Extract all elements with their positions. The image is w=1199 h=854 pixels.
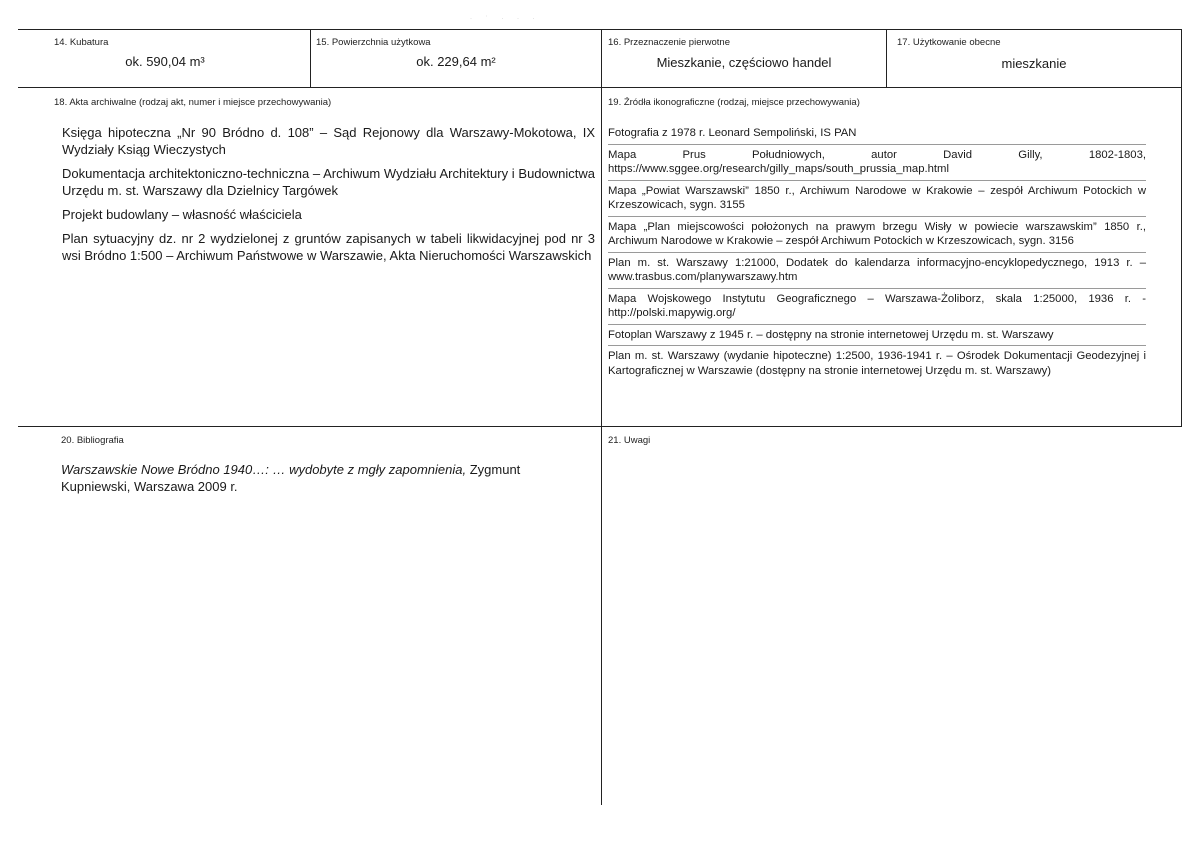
iconographic-sources-label: 19. Źródła ikonograficzne (rodzaj, miejsce przechowywania) <box>608 97 860 108</box>
row1-bottom-border <box>18 87 1182 88</box>
right-border <box>1181 29 1182 427</box>
remarks-label: 21. Uwagi <box>608 435 651 446</box>
row2-bottom-border <box>18 426 1182 427</box>
iconographic-item: Mapa „Plan miejscowości położonych na prawym brzegu Wisły w powiecie warszawskim” 1850 r., Archiwum Narodowe w Krakowie – zespół Archiwum Potockich w Krzeszowicach, sygn. 3156 <box>608 220 1146 253</box>
iconographic-item: Plan m. st. Warszawy (wydanie hipoteczne) 1:2500, 1936-1941 r. – Ośrodek Dokumentacji Geodezyjnej i Kartograficznej w Warszawie (dostępny na stronie internetowej Urzędu m. st. Warszawy) <box>608 350 1146 377</box>
archival-item: Księga hipoteczna „Nr 90 Bródno d. 108” – Sąd Rejonowy dla Warszawy-Mokotowa, IX Wydziały Ksiąg Wieczystych <box>62 125 595 157</box>
archival-item: Projekt budowlany – własność właściciela <box>62 207 302 222</box>
bibliography-entry <box>61 461 561 495</box>
current-use-value: mieszkanie <box>1001 56 1067 71</box>
original-purpose-label: 16. Przeznaczenie pierwotne <box>608 37 730 48</box>
cubature-label: 14. Kubatura <box>54 37 109 48</box>
archival-records-label: 18. Akta archiwalne (rodzaj akt, numer i miejsce przechowywania) <box>54 97 332 108</box>
bibliography-rest: Zygmunt Kupniewski, Warszawa 2009 r. <box>61 462 521 494</box>
iconographic-item: Fotoplan Warszawy z 1945 r. – dostępny na stronie internetowej Urzędu m. st. Warszawy <box>608 328 1146 347</box>
usable-area-label: 15. Powierzchnia użytkowa <box>316 37 431 48</box>
iconographic-item: Mapa Wojskowego Instytutu Geograficznego – Warszawa-Żoliborz, skala 1:25000, 1936 r. - http://polski.mapywig.org/ <box>608 292 1146 325</box>
original-purpose-value: Mieszkanie, częściowo handel <box>656 55 832 70</box>
iconographic-item: Fotografia z 1978 r. Leonard Sempoliński, IS PAN <box>608 126 1146 145</box>
bibliography-label: 20. Bibliografia <box>61 435 124 446</box>
scan-specks: · ˈ · · · <box>470 16 541 22</box>
iconographic-item: Plan m. st. Warszawy 1:21000, Dodatek do kalendarza informacyjno-encyklopedycznego, 1913 r. – www.trasbus.com/planywarszawy.htm <box>608 256 1146 289</box>
center-divider <box>601 29 602 805</box>
usable-area-value: ok. 229,64 m² <box>416 54 496 69</box>
archival-item: Plan sytuacyjny dz. nr 2 wydzielonej z gruntów zapisanych w tabeli likwidacyjnej pod nr 3 wsi Bródno 1:500 – Archiwum Państwowe w Warszawie, Akta Nieruchomości Warszawskich <box>62 231 595 263</box>
current-use-label: 17. Użytkowanie obecne <box>897 37 1001 48</box>
archival-records-list <box>62 124 595 264</box>
bibliography-text <box>61 461 561 495</box>
iconographic-item: Mapa Prus Południowych, autor David Gilly, 1802-1803, https://www.sggee.org/research/gilly_maps/south_prussia_map.html <box>608 148 1146 181</box>
iconographic-sources-list <box>608 126 1146 384</box>
bibliography-title: Warszawskie Nowe Bródno 1940…: … wydobyte z mgły zapomnienia, <box>61 462 467 477</box>
cubature-value: ok. 590,04 m³ <box>125 54 205 69</box>
top-border <box>18 29 1182 30</box>
iconographic-item: Mapa „Powiat Warszawski” 1850 r., Archiwum Narodowe w Krakowie – zespół Archiwum Potockich w Krzeszowicach, sygn. 3155 <box>608 184 1146 217</box>
archival-item: Dokumentacja architektoniczno-techniczna – Archiwum Wydziału Architektury i Budownictwa Urzędu m. st. Warszawy dla Dzielnicy Targówek <box>62 166 595 198</box>
